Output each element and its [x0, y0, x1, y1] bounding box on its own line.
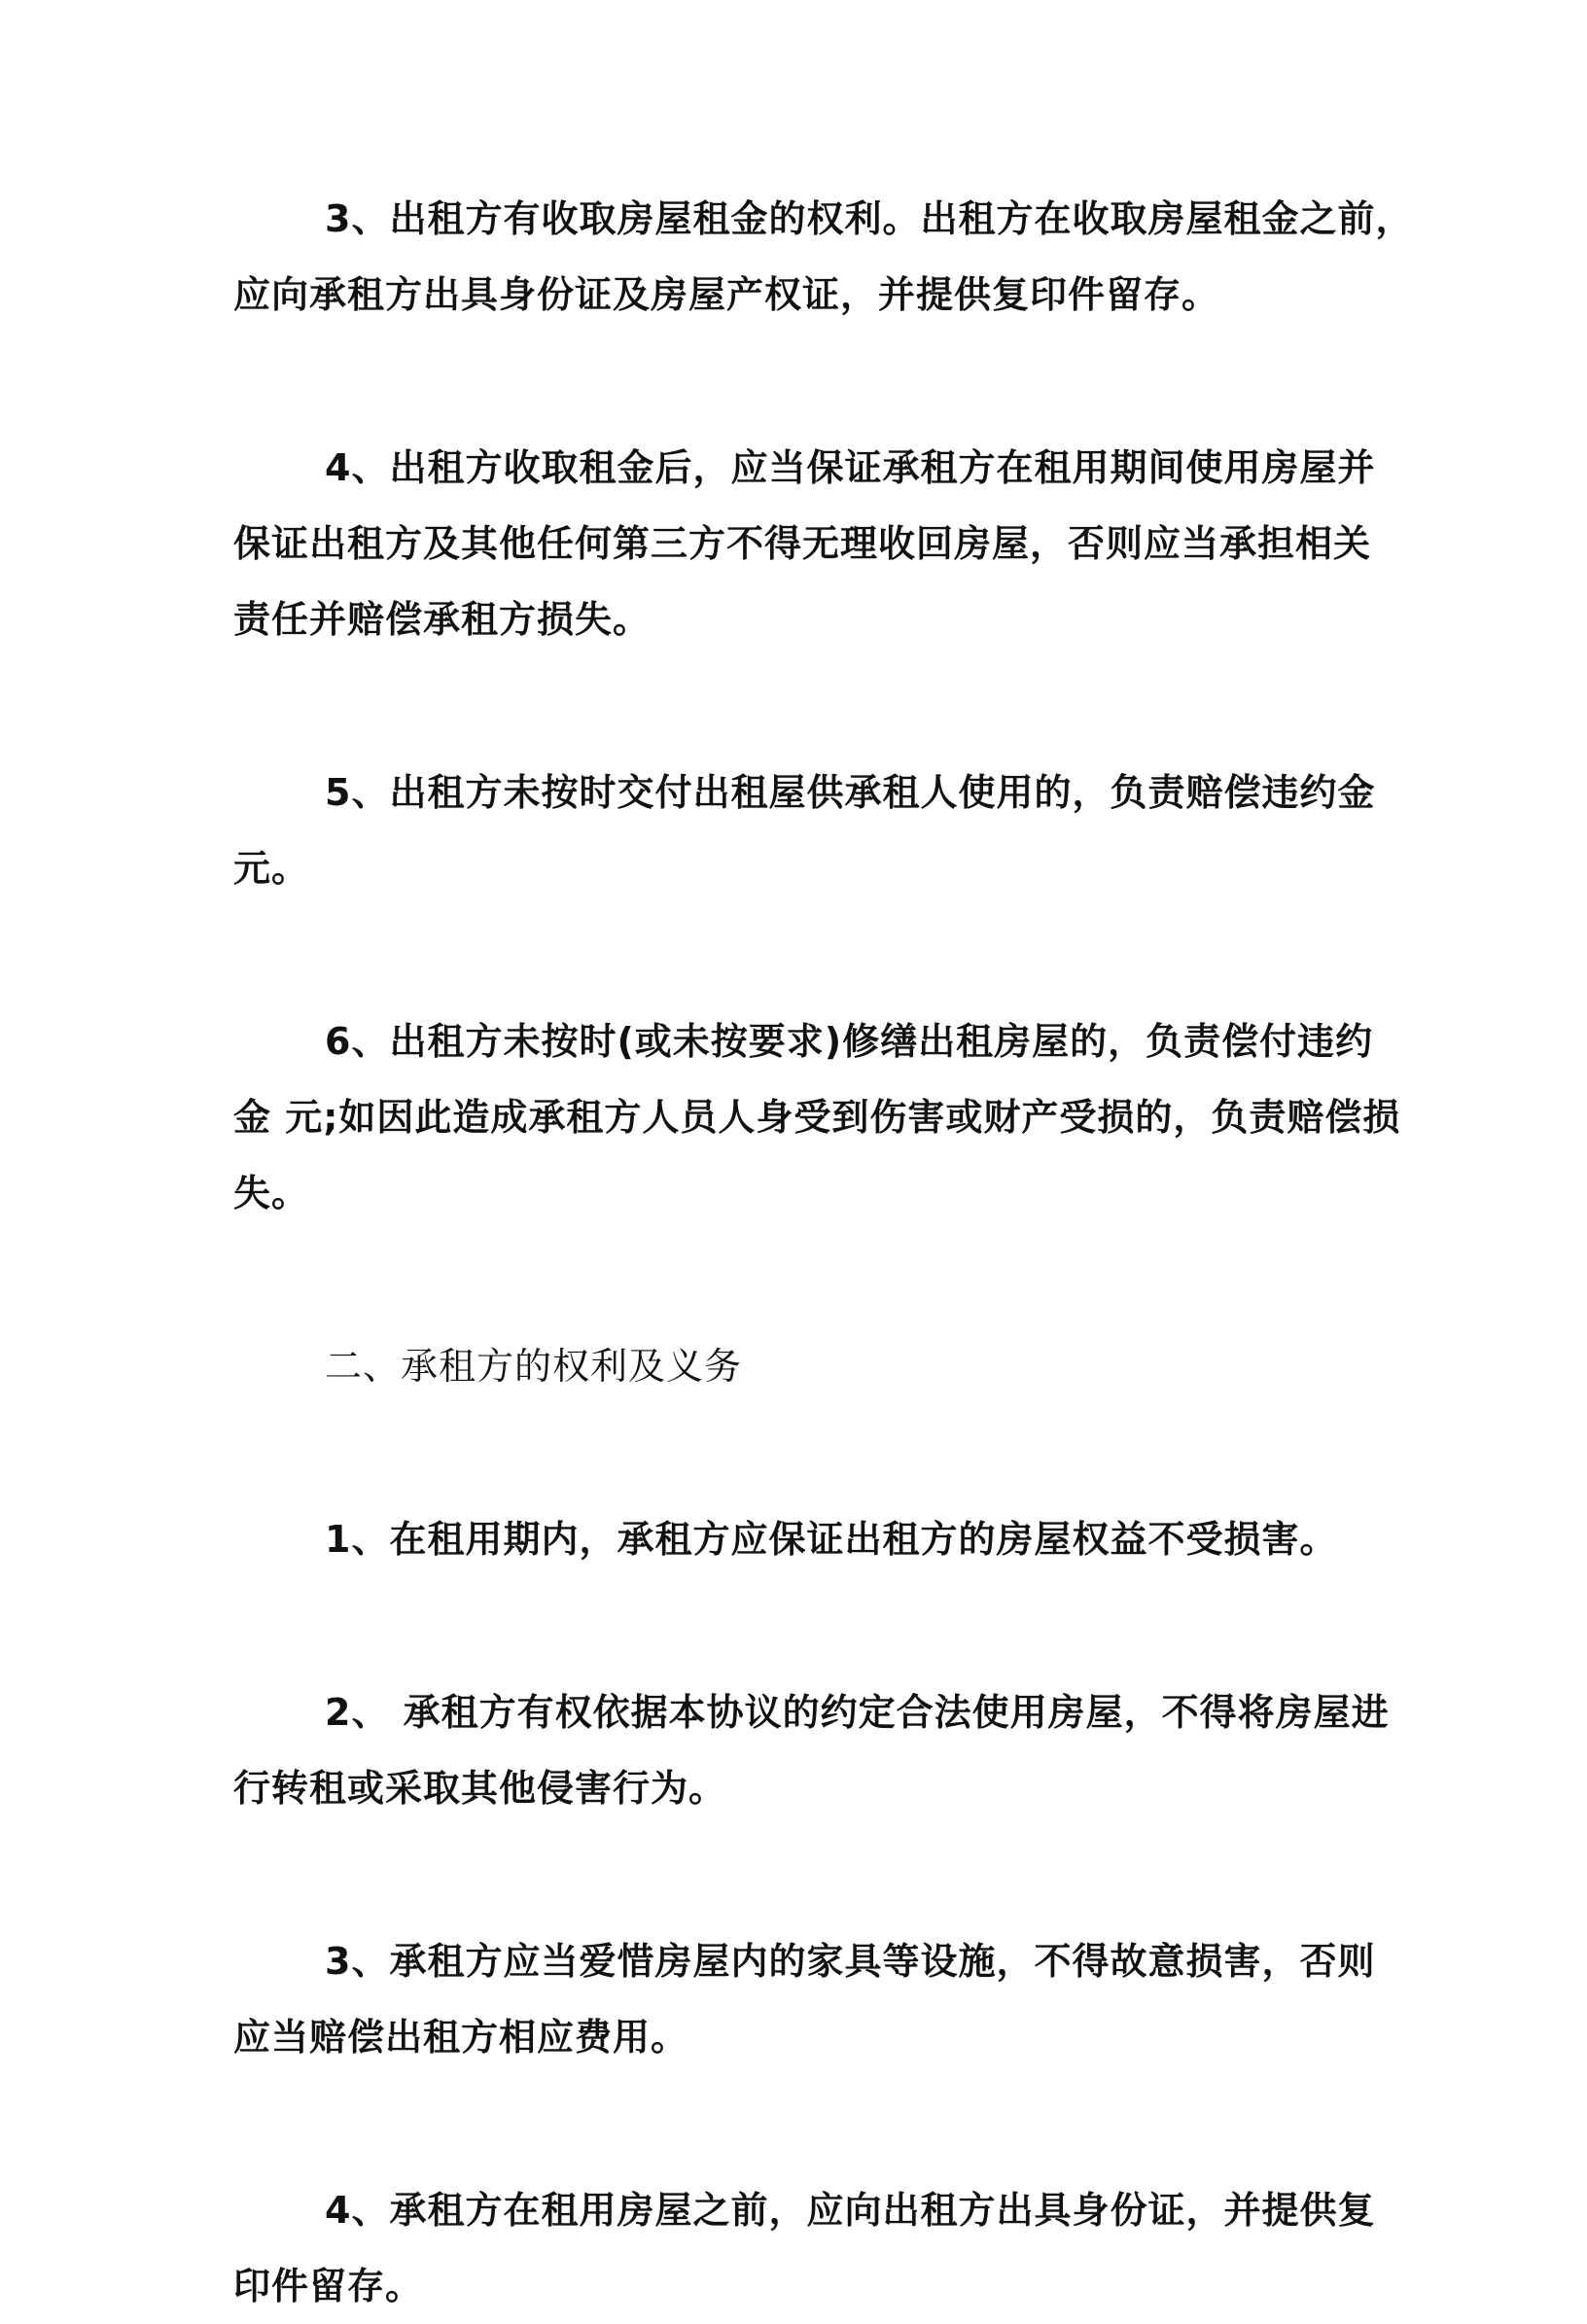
- paragraph-landlord-late-delivery: [233, 755, 1376, 906]
- text-line: 元。: [233, 847, 310, 890]
- paragraph-tenant-id-documents: [233, 2172, 1376, 2324]
- text-line: 保证出租方及其他任何第三方不得无理收回房屋，否则应当承担相关: [233, 522, 1372, 565]
- text-line: 3、承租方应当爱惜房屋内的家具等设施，不得故意损害，否则: [325, 1940, 1376, 1983]
- text-line: 印件留存。: [233, 2265, 424, 2307]
- text-line: 2、 承租方有权依据本协议的约定合法使用房屋，不得将房屋进: [325, 1691, 1390, 1734]
- text-line: 应当赔偿出租方相应费用。: [233, 2016, 689, 2059]
- section-heading-tenant-rights: [233, 1328, 1352, 1404]
- paragraph-tenant-protect-rights: [233, 1501, 1352, 1577]
- text-line: 1、在租用期内，承租方应保证出租方的房屋权益不受损害。: [325, 1518, 1338, 1561]
- paragraph-landlord-rent-right: [233, 181, 1414, 333]
- text-line: 5、出租方未按时交付出租屋供承租人使用的，负责赔偿违约金: [325, 771, 1376, 814]
- paragraph-landlord-repair: [233, 1004, 1401, 1231]
- paragraph-tenant-care-furniture: [233, 1923, 1376, 2075]
- paragraph-tenant-lawful-use: [233, 1674, 1390, 1826]
- text-line: 应向承租方出具身份证及房屋产权证，并提供复印件留存。: [233, 273, 1220, 316]
- text-line: 6、出租方未按时(或未按要求)修缮出租房屋的，负责偿付违约: [325, 1020, 1374, 1063]
- document-body: [233, 181, 1414, 2324]
- text-line: 二、承租方的权利及义务: [325, 1345, 743, 1388]
- text-line: 行转租或采取其他侵害行为。: [233, 1767, 727, 1810]
- text-line: 3、出租方有收取房屋租金的权利。出租方在收取房屋租金之前，: [325, 197, 1414, 240]
- text-line: 金 元;如因此造成承租方人员人身受到伤害或财产受损的，负责赔偿损: [233, 1096, 1401, 1139]
- text-line: 4、承租方在租用房屋之前，应向出租方出具身份证，并提供复: [325, 2189, 1376, 2232]
- text-line: 4、出租方收取租金后，应当保证承租方在租用期间使用房屋并: [325, 446, 1376, 489]
- text-line: 责任并赔偿承租方损失。: [233, 598, 652, 641]
- paragraph-landlord-guarantee: [233, 430, 1376, 657]
- text-line: 失。: [233, 1172, 310, 1215]
